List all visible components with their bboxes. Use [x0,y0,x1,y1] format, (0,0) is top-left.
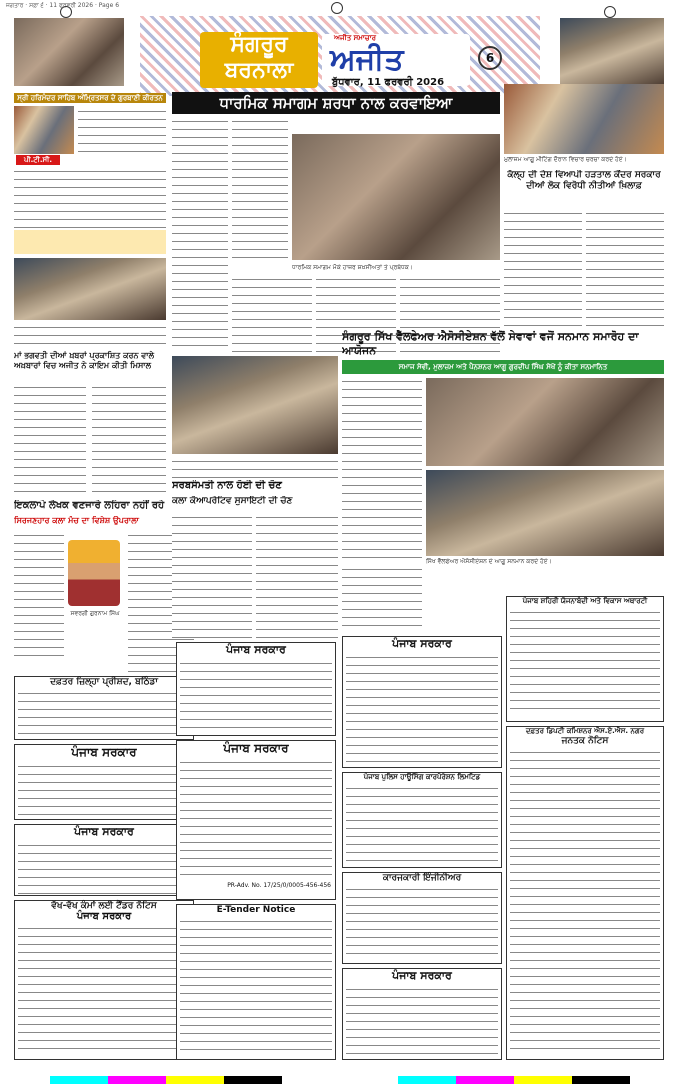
promo-footer [14,230,166,254]
main-headline: ਧਾਰਮਿਕ ਸਮਾਗਮ ਸ਼ਰਧਾ ਨਾਲ ਕਰਵਾਇਆ [172,92,500,114]
punjab-sarkar-ad-1 [14,744,194,820]
center-ad-3-title: E-Tender Notice [216,905,296,915]
right-story-photo [504,84,664,154]
tender-notice-title: ਵੱਖ-ਵੱਖ ਕੰਮਾਂ ਲਈ ਟੈਂਡਰ ਨੋਟਿਸ [51,901,157,911]
story2-caption-lines [14,324,166,348]
masthead-photo-left [14,18,124,86]
election-body-col2 [256,514,338,638]
right-story-caption: ਮੁਲਾਜ਼ਮ ਆਗੂ ਮੀਟਿੰਗ ਦੌਰਾਨ ਵਿਚਾਰ ਚਰਚਾ ਕਰਦੇ ਹੋਏ। [504,156,627,163]
center-ad-3 [176,904,336,1060]
main-body-col4 [232,276,312,352]
main-caption: ਧਾਰਮਿਕ ਸਮਾਗਮ ਮੌਕੇ ਹਾਜ਼ਰ ਸ਼ਖ਼ਸੀਅਤਾਂ ਤੇ ਪ੍ਰਬੰਧਕ। [292,264,413,271]
welfare-caption: ਸਿੱਖ ਵੈੱਲਫੇਅਰ ਐਸੋਸੀਏਸ਼ਨ ਦੇ ਆਗੂ ਸਨਮਾਨ ਕਰਦੇ ਹੋਏ। [426,558,552,565]
center-ad-1-body [180,660,332,732]
welfare-body [342,378,422,564]
police-housing-body [346,785,498,861]
election-sub: ਕਲਾ ਕੋਆਪਰੇਟਿਵ ਸੁਸਾਇਟੀ ਦੀ ਚੋਣ [172,496,293,506]
right-ad-1-title: ਪੰਜਾਬ ਸਰਕਾਰ [392,637,452,650]
right-body-col2 [586,210,664,326]
tender-notice-sarkar: ਪੰਜਾਬ ਸਰਕਾਰ [76,911,132,922]
housing-board-title: ਪੰਜਾਬ ਸ਼ਹਿਰੀ ਯੋਜਨਾਬੰਦੀ ਅਤੇ ਵਿਕਾਸ ਅਥਾਰਟੀ [522,597,648,605]
center-ad-1 [176,642,336,736]
masthead-photo-right [560,18,664,86]
registration-mark-icon [60,6,72,18]
region-name: ਸੰਗਰੂਰ ਬਰਨਾਲਾ [200,32,318,88]
housing-board-ad [506,596,664,722]
center-ad-2-body [180,759,332,879]
promo-title: ਸ੍ਰੀ ਹਰਿਮੰਦਰ ਸਾਹਿਬ ਅੰਮ੍ਰਿਤਸਰ ਦੇ ਗੁਰਬਾਣੀ ਕੀਰਤਨ [14,93,166,103]
portrait-photo [68,540,120,606]
center-ad-1-title: ਪੰਜਾਬ ਸਰਕਾਰ [226,643,286,656]
registration-mark-icon [604,6,616,18]
punjab-sarkar-title-2: ਪੰਜਾਬ ਸਰਕਾਰ [74,825,134,838]
election-headline: ਸਰਬਸੰਮਤੀ ਨਾਲ ਹੋਈ ਦੀ ਚੋਣ [172,480,282,491]
story2-headline: ਮਾਂ ਭਗਵਤੀ ਦੀਆਂ ਖ਼ਬਰਾਂ ਪ੍ਰਕਾਸ਼ਿਤ ਕਰਨ ਵਾਲੇ ਅਖ਼ਬਾਰਾਂ ਵਿਚ ਅਜੀਤ ਨੇ ਕਾਇਮ ਕੀਤੀ ਮਿਸਾਲ [14,350,154,370]
district-office-title: ਦਫ਼ਤਰ ਜ਼ਿਲ੍ਹਾ ਪ੍ਰੀਸ਼ਦ, ਬਠਿੰਡਾ [50,677,158,687]
district-office-ad [14,676,194,740]
right-ad-5-title: ਪੰਜਾਬ ਸਰਕਾਰ [392,969,452,982]
edition-label: ਅਜੀਤ ਸਮਾਚਾਰ [334,34,376,42]
print-strip: ਜਗਤਾਰ · ਸਫ਼ਾ ੬ · 11 ਫਰਵਰੀ 2026 · Page 6 [6,2,120,9]
district-office-body [18,690,190,736]
center-ad-3-body [180,918,332,1050]
right-ad-1-body [346,654,498,764]
election-photo [172,356,338,454]
punjab-sarkar-title: ਪੰਜਾਬ ਸਰਕਾਰ [71,745,137,759]
promo-sub-badge: ਪੀ.ਟੀ.ਸੀ. [16,155,60,165]
masthead-date: ਬੁੱਧਵਾਰ, 11 ਫਰਵਰੀ 2026 [332,77,445,88]
story2-body-col1 [14,384,86,494]
main-photo [292,134,500,260]
center-ad-2-title: ਪੰਜਾਬ ਸਰਕਾਰ [223,741,289,755]
story2-body-col2 [92,384,166,494]
housing-board-body [510,609,660,713]
welfare-headline: ਸੰਗਰੂਰ ਸਿੱਖ ਵੈੱਲਫੇਅਰ ਐਸੋਸੀਏਸ਼ਨ ਵੱਲੋਂ ਸੇਵਾਵਾਂ ਵਜੋਂ ਸਨਮਾਨ ਸਮਾਰੋਹ ਦਾ ਆਯੋਜਨ [342,330,639,357]
punjab-sarkar-body [18,763,190,817]
color-calibration-bar [50,1076,630,1084]
promo-text [78,108,166,152]
election-body-col1 [172,514,252,638]
story3-body-col1 [14,532,64,662]
executive-engineer-title: ਕਾਰਜਕਾਰੀ ਇੰਜੀਨੀਅਰ [382,873,462,883]
welfare-photo-1 [426,378,664,466]
welfare-body-2 [342,566,422,632]
police-housing-ad [342,772,502,868]
police-housing-title: ਪੰਜਾਬ ਪੁਲਿਸ ਹਾਊਸਿੰਗ ਕਾਰਪੋਰੇਸ਼ਨ ਲਿਮਟਿਡ [363,773,481,781]
punjab-sarkar-ad-2 [14,824,194,896]
welfare-photo-2 [426,470,664,556]
right-ad-1 [342,636,502,768]
executive-engineer-body [346,886,498,958]
executive-engineer-ad [342,872,502,964]
center-ad-2-pr: PR-Adv. No. 17/25/0/0005-456-456 [227,882,331,889]
dc-office-body [510,749,660,1049]
portrait-caption: ਸਵਰਗੀ ਗੁਰਨਾਮ ਸਿੰਘ [70,610,120,617]
story2-photo [14,258,166,320]
welfare-banner: ਸਮਾਜ ਸੇਵੀ, ਮੁਲਾਜ਼ਮ ਅਤੇ ਪੈਨਸ਼ਨਰ ਆਗੂ ਗੁਰਦੀਪ ਸਿੰਘ ਸੇਖੋਂ ਨੂੰ ਕੀਤਾ ਸਨਮਾਨਿਤ [342,360,664,374]
dc-office-ad [506,726,664,1060]
public-notice-title: ਜਨਤਕ ਨੋਟਿਸ [561,736,609,746]
promo-image [14,106,74,154]
right-ad-5 [342,968,502,1060]
center-ad-2 [176,740,336,900]
main-body-col2 [232,118,288,258]
registration-mark-icon [331,2,343,14]
main-body-col3 [172,262,228,352]
main-body-col1 [172,118,228,258]
tender-notice-body [18,925,190,1049]
page-number: 6 [478,46,502,70]
right-body-col1 [504,210,582,326]
right-ad-5-body [346,986,498,1056]
tender-notice-ad [14,900,194,1060]
masthead-right-box [322,34,470,86]
promo-body [14,168,166,228]
paper-name: ਅਜੀਤ [330,42,404,77]
story3-sub: ਸਿਰਜਣਹਾਰ ਕਲਾ ਮੰਚ ਦਾ ਵਿਸ਼ੇਸ਼ ਉਪਰਾਲਾ [14,516,139,525]
election-caption-lines [172,458,338,478]
story3-headline: ਇਕਲਾਪੇ ਲੇਖਕ ਵਣਜਾਰੇ ਲਹਿਰਾ ਨਹੀਂ ਰਹੇ [14,500,165,511]
punjab-sarkar-body-2 [18,842,190,894]
right-story-headline: ਕੱਲ੍ਹ ਦੀ ਦੇਸ਼ ਵਿਆਪੀ ਹੜਤਾਲ ਕੇਂਦਰ ਸਰਕਾਰ ਦੀਆਂ ਲੋਕ ਵਿਰੋਧੀ ਨੀਤੀਆਂ ਖ਼ਿਲਾਫ਼ [507,170,661,191]
dc-office-title: ਦਫ਼ਤਰ ਡਿਪਟੀ ਕਮਿਸ਼ਨਰ ਐਸ.ਏ.ਐਸ. ਨਗਰ [525,727,645,735]
